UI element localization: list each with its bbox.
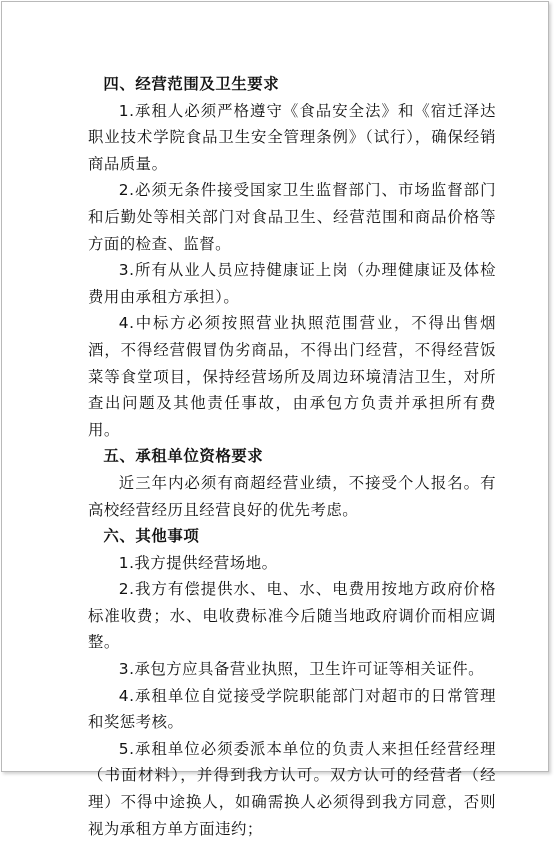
section-heading-hygiene: 四、经营范围及卫生要求 — [103, 75, 280, 93]
paragraph-food-safety-law: 1.承租人必须严格遵守《食品安全法》和《宿迁泽达职业技术学院食品卫生安全管理条例》（试行），确保经销商品质量。 — [88, 101, 496, 173]
paragraph-licenses: 3.承包方应具备营业执照，卫生许可证等相关证件。 — [118, 660, 485, 679]
section-heading-qualification: 五、承租单位资格要求 — [103, 447, 264, 466]
document-page — [1, 1, 549, 838]
paragraph-qualification: 近三年内必须有商超经营业绩，不接受个人报名。有高校经营经历且经营良好的优先考虑。 — [88, 473, 496, 519]
paragraph-manager-appointment: 5.承租单位必须委派本单位的负责人来担任经营经理（书面材料），并得到我方认可。双方认可的经营者（经理）不得中途换人，如确需换人必须得到我方同意，否则视为承租方单方面违约； — [88, 739, 496, 838]
paragraph-business-license-scope: 4.中标方必须按照营业执照范围营业，不得出售烟酒，不得经营假冒伪劣商品，不得出门经营，不得经营饭菜等食堂项目，保持经营场所及周边环境清洁卫生，对所查出问题及其他责任事故，由承包方负责并承担所有费用。 — [88, 314, 496, 439]
paragraph-accept-inspection: 2.必须无条件接受国家卫生监督部门、市场监督部门和后勤处等相关部门对食品卫生、经营范围和商品价格等方面的检查、监督。 — [88, 181, 496, 253]
document-body — [88, 71, 496, 842]
paragraph-utilities: 2.我方有偿提供水、电、水、电费用按地方政府价格标准收费；水、电收费标准今后随当地政府调价而相应调整。 — [88, 580, 496, 652]
section-heading-other-matters: 六、其他事项 — [103, 527, 200, 546]
paragraph-management-assessment: 4.承租单位自觉接受学院职能部门对超市的日常管理和奖惩考核。 — [88, 686, 496, 732]
paragraph-venue: 1.我方提供经营场地。 — [118, 553, 278, 572]
paragraph-health-certificate: 3.所有从业人员应持健康证上岗（办理健康证及体检费用由承租方承担）。 — [88, 261, 496, 306]
